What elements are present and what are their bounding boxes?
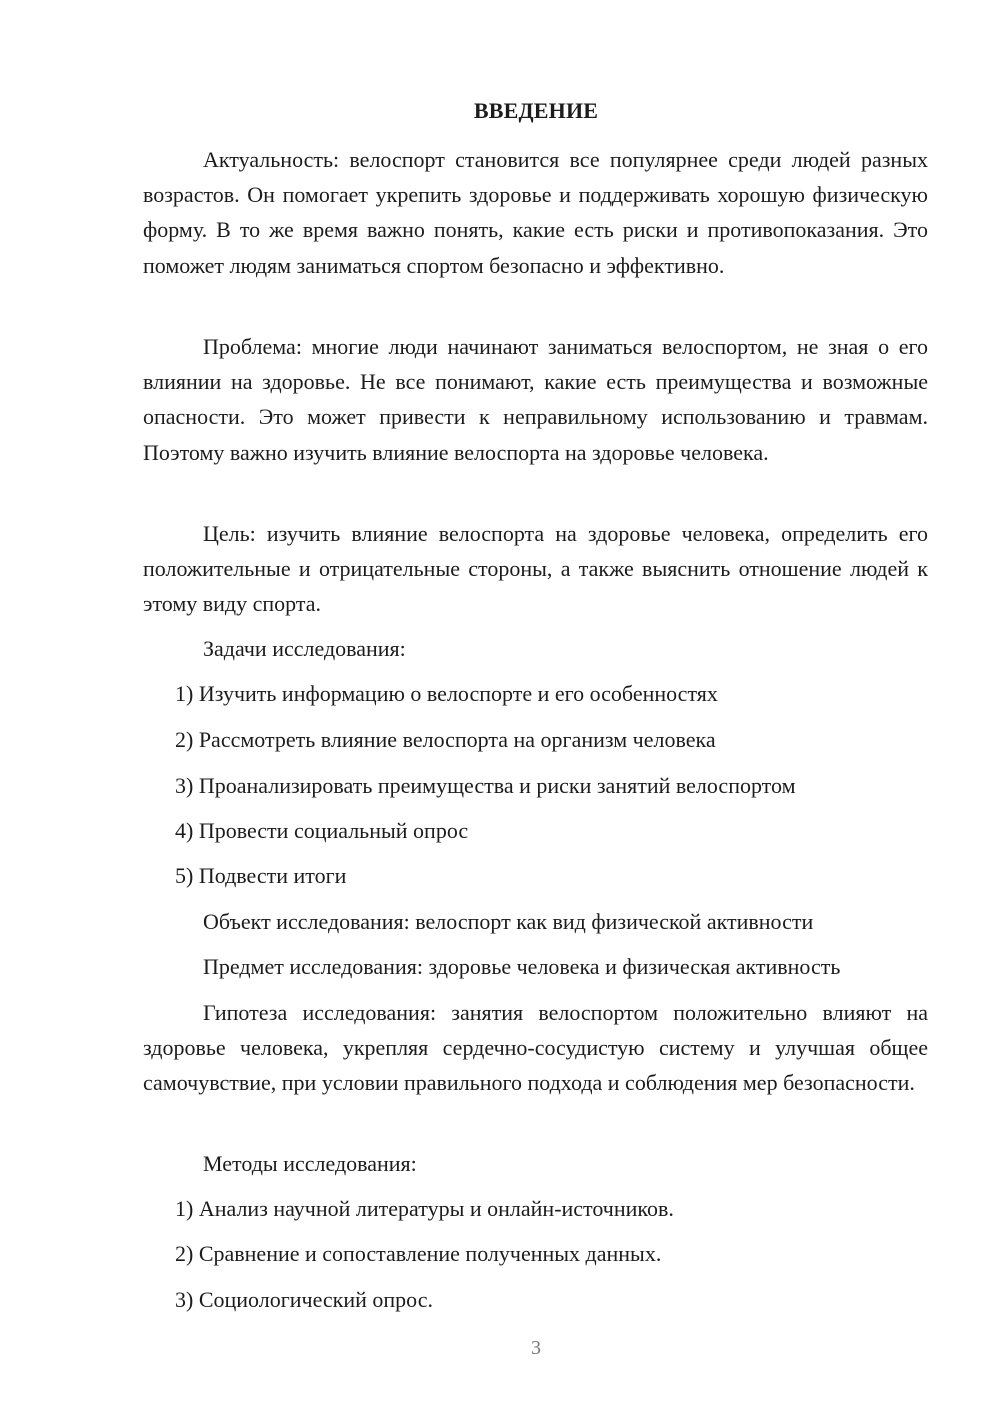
tasks-item-block-1	[143, 676, 928, 711]
task-item: 2) Рассмотреть влияние велоспорта на организм человека	[175, 727, 716, 752]
tasks-heading-block	[143, 631, 928, 666]
research-object: Объект исследования: велоспорт как вид физической активности	[203, 909, 814, 934]
hypothesis-paragraph: Гипотеза исследования: занятия велоспортом положительно влияют на здоровье человека, укрепляя сердечно-сосудистую систему и улучшая общее самочувствие, при условии правильного подхода и соблюдения мер безопасности.	[143, 1000, 928, 1096]
subject-block	[143, 949, 928, 984]
method-item: 3) Социологический опрос.	[175, 1287, 433, 1312]
method-item: 2) Сравнение и сопоставление полученных данных.	[175, 1241, 662, 1266]
tasks-item-block-4	[143, 813, 928, 848]
tasks-item-block-5	[143, 858, 928, 893]
task-item: 5) Подвести итоги	[175, 863, 347, 888]
object-block	[143, 904, 928, 939]
goal-paragraph: Цель: изучить влияние велоспорта на здоровье человека, определить его положительные и отрицательные стороны, а также выяснить отношение людей к этому виду спорта.	[143, 521, 928, 617]
relevance-paragraph: Актуальность: велоспорт становится все популярнее среди людей разных возрастов. Он помогает укрепить здоровье и поддерживать хорошую физическую форму. В то же время важно понять, какие есть риски и противопоказания. Это поможет людям заниматься спортом безопасно и эффективно.	[143, 147, 928, 278]
research-subject: Предмет исследования: здоровье человека и физическая активность	[203, 954, 841, 979]
relevance-block	[143, 142, 928, 283]
problem-block	[143, 329, 928, 470]
hypothesis-block	[143, 995, 928, 1101]
methods-heading: Методы исследования:	[203, 1151, 417, 1176]
page-title: ВВЕДЕНИЕ	[473, 98, 599, 123]
task-item: 1) Изучить информацию о велоспорте и его особенностях	[175, 681, 718, 706]
methods-item-block-2	[143, 1236, 928, 1271]
page-number: 3	[531, 1337, 541, 1359]
methods-heading-block	[143, 1146, 928, 1181]
methods-item-block-1	[143, 1191, 928, 1226]
problem-paragraph: Проблема: многие люди начинают заниматься велоспортом, не зная о его влиянии на здоровье. Не все понимают, какие есть преимущества и возможные опасности. Это может привести к неправильному использованию и травмам. Поэтому важно изучить влияние велоспорта на здоровье человека.	[143, 334, 928, 465]
task-item: 3) Проанализировать преимущества и риски занятий велоспортом	[175, 773, 796, 798]
tasks-heading: Задачи исследования:	[203, 636, 406, 661]
tasks-item-block-3	[143, 768, 928, 803]
tasks-item-block-2	[143, 722, 928, 757]
goal-block	[143, 516, 928, 622]
method-item: 1) Анализ научной литературы и онлайн-источников.	[175, 1196, 674, 1221]
task-item: 4) Провести социальный опрос	[175, 818, 469, 843]
methods-item-block-3	[143, 1282, 928, 1317]
